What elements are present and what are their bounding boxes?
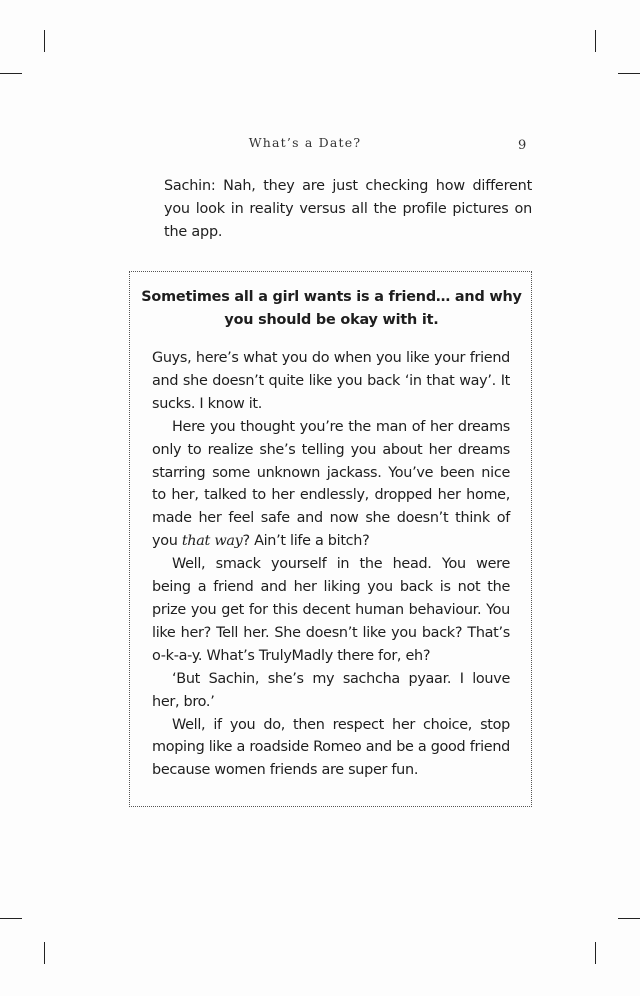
crop-mark-top-right-horizontal: [618, 73, 640, 74]
crop-mark-top-right-vertical: [595, 30, 596, 52]
box-paragraph-1: Guys, here’s what you do when you like your friend and she doesn’t quite like you back ‘in that way’. It sucks. I know it.: [152, 350, 510, 412]
running-head: What’s a Date?: [248, 135, 362, 150]
intro-text: Nah, they are just checking how different you look in reality versus all the profile pictures on the app.: [164, 178, 533, 240]
box-paragraph-5: Well, if you do, then respect her choice, stop moping like a roadside Romeo and be a good friend because women friends are super fun.: [152, 716, 510, 779]
box-paragraph-2-emphasis: that way: [181, 533, 243, 550]
crop-mark-bottom-left-vertical: [44, 942, 45, 964]
sidebar-box: [129, 271, 532, 807]
crop-mark-bottom-right-vertical: [595, 942, 596, 964]
crop-mark-top-left-vertical: [44, 30, 45, 52]
intro-paragraph: [164, 175, 532, 244]
intro-speaker: Sachin:: [164, 178, 216, 194]
box-paragraph-4: ‘But Sachin, she’s my sachcha pyaar. I louve her, bro.’: [152, 670, 510, 710]
box-paragraph-2-after: ? Ain’t life a bitch?: [242, 533, 370, 550]
crop-mark-top-left-horizontal: [0, 73, 22, 74]
page-number: 9: [518, 138, 527, 153]
box-paragraph-2-before: Here you thought you’re the man of her dreams only to realize she’s telling you about her dreams starring some unknown jackass. You’ve been nice to her, talked to her endlessly, dropped her home, made her feel safe and now she doesn’t think of you: [152, 418, 510, 550]
box-title: Sometimes all a girl wants is a friend… and why you should be okay with it.: [141, 289, 522, 328]
crop-mark-bottom-left-horizontal: [0, 918, 22, 919]
box-paragraph-2: [152, 416, 510, 553]
box-paragraph-3: Well, smack yourself in the head. You were being a friend and her liking you back is not the prize you get for this decent human behaviour. You like her? Tell her. She doesn’t like you back? That’s o-k-a-y. What’s TrulyMadly there for, eh?: [152, 556, 510, 664]
crop-mark-bottom-right-horizontal: [618, 918, 640, 919]
box-body: [152, 347, 510, 782]
